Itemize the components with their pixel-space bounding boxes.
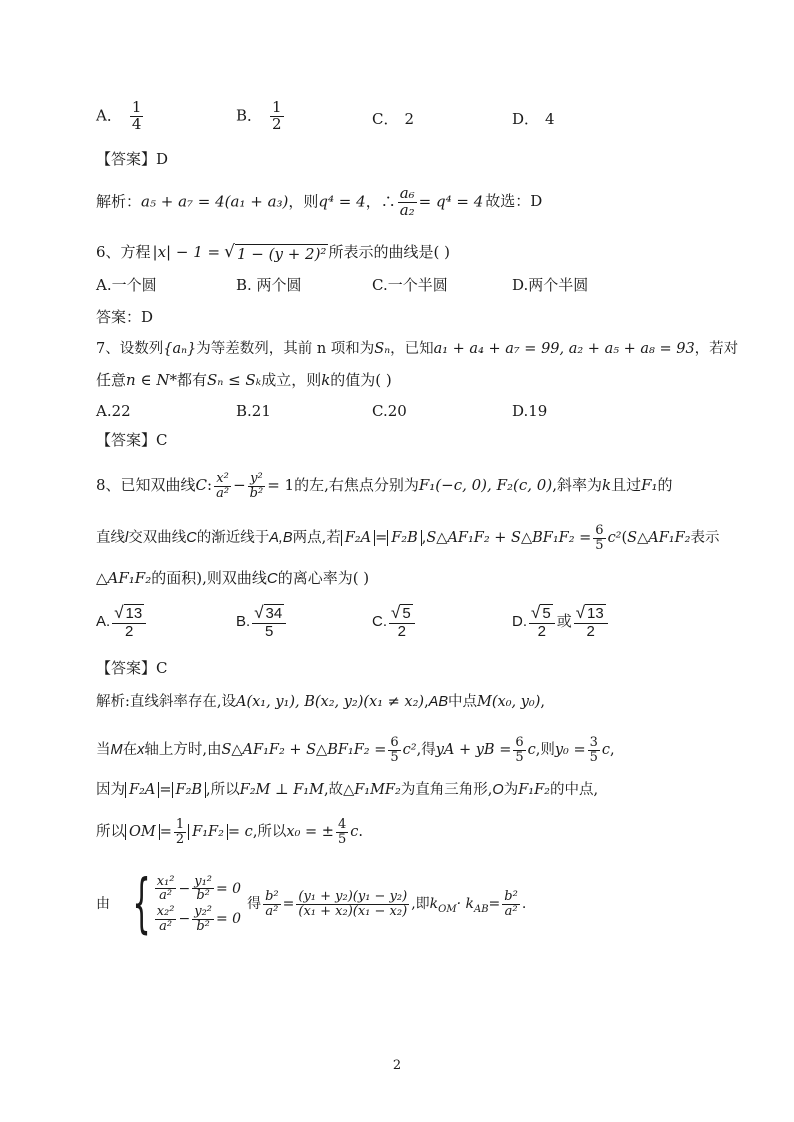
q5-option-d: D． 4	[512, 110, 555, 128]
q8-solution-line4: 所以 OM = $\frac{1}{2}$ F₁F₂ = c,所以x₀ = ± $\frac{4}{5}$ c.	[96, 817, 363, 847]
q6-stem: 6、方程 |x| − 1 = √ 1 − (y + 2)² 所表示的曲线是( )	[96, 241, 450, 263]
q8-solution-line5: 由 { $\frac{\text{x₁²}}{\text{a²}}$ − $\frac{\text{y₁²}}{\text{b²}}$ = 0 $\frac{\text{x₂²}}{\text{a²}}$ − $\frac{\text{y₂²}}{\text{b²}}$ = 0 得 $\frac{\text{b²}}{\text{a²}}$ = $\frac{\text{(y₁ + y₂)(y₁ − y₂)}}{\text{(x₁ + x₂)(x₁ − x₂)}}$ ,即$k_{OM}\cdot k_{AB}=$ $\frac{\text{b²}}{\text{a²}}$ .	[96, 867, 527, 941]
q8-option-d: D. √ 5 2 或 √ 13 2	[512, 604, 610, 640]
q7-option-c: C.20	[372, 402, 407, 420]
q7-option-a: A.22	[96, 402, 131, 420]
q6-option-d: D.两个半圆	[512, 276, 589, 294]
q8-stem-line1: 8、已知双曲线C: $\frac{\text{x²}}{\text{a²}}$ − $\frac{\text{y²}}{\text{b²}}$ = 1的左,右焦点分别为F₁(−c, 0), F₂(c, 0),斜率为k且过F₁的	[96, 471, 673, 501]
q6-answer: 答案：D	[96, 308, 154, 326]
q5-option-a: A． $\frac{1}{4}$	[96, 98, 142, 133]
page-number: 2	[392, 1058, 402, 1073]
q5-solution: 解析：a₅ + a₇ = 4(a₁ + a₃)，则q⁴ = 4，∴ $\frac{\text{a₆}}{\text{a₂}}$ = q⁴ = 4 故选：D	[96, 184, 543, 219]
q7-option-d: D.19	[512, 402, 548, 420]
q5-option-c: C． 2	[372, 110, 415, 128]
q7-option-b: B.21	[236, 402, 271, 420]
q8-solution-line3: 因为 F₂A = F₂B ,所以F₂M ⊥ F₁M,故△F₁MF₂为直角三角形,O为F₁F₂的中点,	[96, 782, 599, 798]
q5-answer: 【答案】D	[96, 150, 169, 168]
q5-option-b: B． $\frac{1}{2}$	[236, 98, 282, 133]
q7-answer: 【答案】C	[96, 431, 168, 449]
q6-option-b: B. 两个圆	[236, 276, 302, 294]
equation-system: { $\frac{\text{x₁²}}{\text{a²}}$ − $\frac{\text{y₁²}}{\text{b²}}$ = 0 $\frac{\text{x₂²}}{\text{a²}}$ − $\frac{\text{y₂²}}{\text{b²}}$ = 0	[132, 867, 242, 941]
q8-option-b: B. √ 34 5	[236, 604, 288, 640]
q7-stem-line2: 任意n ∈ N*都有Sₙ ≤ Sₖ成立，则k的值为( )	[96, 371, 392, 389]
q8-answer: 【答案】C	[96, 659, 168, 677]
q7-stem-line1: 7、设数列{aₙ}为等差数列，其前 n 项和为Sₙ，已知a₁ + a₄ + a₇ = 99, a₂ + a₅ + a₈ = 93，若对	[96, 341, 739, 357]
q8-option-c: C. √ 5 2	[372, 604, 417, 640]
q8-stem-line2: 直线l交双曲线C的渐近线于A,B两点,若 F₂A = F₂B ,S△AF₁F₂ + S△BF₁F₂ = $\frac{6}{5}$ c²(S△AF₁F₂表示	[96, 523, 720, 553]
q8-stem-line3: △AF₁F₂的面积),则双曲线C的离心率为( )	[96, 569, 370, 587]
q8-solution-line1: 解析:直线斜率存在,设A(x₁, y₁), B(x₂, y₂)(x₁ ≠ x₂),AB中点M(x₀, y₀),	[96, 694, 545, 710]
q8-solution-line2: 当M在x轴上方时,由S△AF₁F₂ + S△BF₁F₂ = $\frac{6}{5}$ c²,得yA + yB = $\frac{6}{5}$ c,则y₀ = $\frac{3}{5}$ c,	[96, 735, 615, 765]
q6-option-a: A.一个圆	[96, 276, 157, 294]
q6-option-c: C.一个半圆	[372, 276, 448, 294]
q8-option-a: A. √ 13 2	[96, 604, 148, 640]
